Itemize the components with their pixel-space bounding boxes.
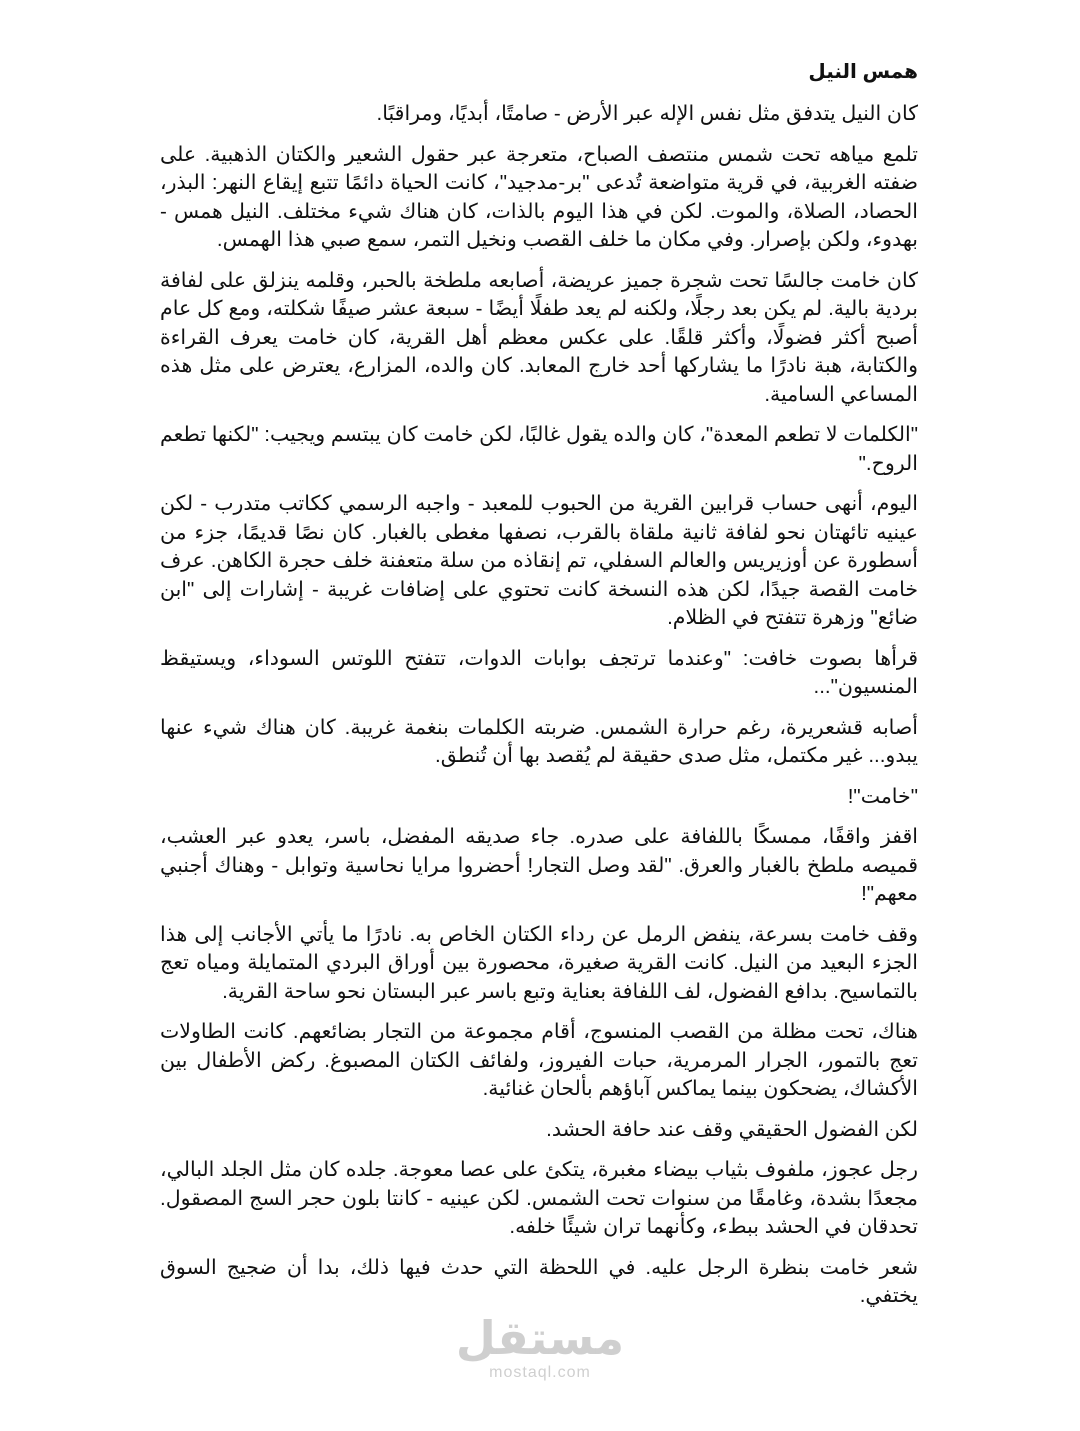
paragraph-7: أصابه قشعريرة، رغم حرارة الشمس. ضربته الكلمات بنغمة غريبة. كان هناك شيء عنها يبدو... غير مكتمل، مثل صدى حقيقة لم يُقصد بها أن تُنطق. xyxy=(160,715,918,767)
paragraph-2: تلمع مياهه تحت شمس منتصف الصباح، متعرجة عبر حقول الشعير والكتان الذهبية. على ضفته الغربية، في قرية متواضعة تُدعى "بر-مدجيد"، كانت الحياة دائمًا تتبع إيقاع النهر: البذر، الحصاد، الصلاة، والموت. لكن في هذا اليوم بالذات، كان هناك شيء مختلف. النيل همس - بهدوء، ولكن بإصرار. وفي مكان ما خلف القصب ونخيل التمر، سمع صبي هذا الهمس. xyxy=(160,142,918,251)
paragraph-14: شعر خامت بنظرة الرجل عليه. في اللحظة التي حدث فيها ذلك، بدا أن ضجيج السوق يختفي. xyxy=(160,1255,918,1307)
paragraph-5: اليوم، أنهى حساب قرابين القرية من الحبوب للمعبد - واجبه الرسمي ككاتب متدرب - لكن عينيه تائهتان نحو لفافة ثانية ملقاة بالقرب، نصفها مغطى بالغبار. كان نصًا قديمًا، جزء من أسطورة عن أوزيريس والعالم السفلي، تم إنقاذه من سلة متعفنة خلف حجرة الكاهن. عرف خامت القصة جيدًا، لكن هذه النسخة كانت تحتوي على إضافات غريبة - إشارات إلى "ابن ضائع" وزهرة تتفتح في الظلام. xyxy=(160,492,918,629)
document-body xyxy=(160,58,918,1323)
paragraph-3: كان خامت جالسًا تحت شجرة جميز عريضة، أصابعه ملطخة بالحبر، وقلمه ينزلق على لفافة بردية بالية. لم يكن بعد رجلًا، ولكنه لم يعد طفلًا أيضًا - سبعة عشر صيفًا شكلته، ومع كل عام أصبح أكثر فضولًا، وأكثر قلقًا. على عكس معظم أهل القرية، كان خامت يعرف القراءة والكتابة، هبة نادرًا ما يشاركها أحد خارج المعابد. كان والده، المزارع، يعترض على مثل هذه المساعي السامية. xyxy=(160,268,918,406)
document-title: همس النيل xyxy=(808,61,918,83)
paragraph-13: رجل عجوز، ملفوف بثياب بيضاء مغبرة، يتكئ على عصا معوجة. جلده كان مثل الجلد البالي، مجعدًا بشدة، وغامقًا من سنوات تحت الشمس. لكن عينيه - كانتا بلون حجر السج المصقول. تحدقان في الحشد ببطء، وكأنهما تران شيئًا خلفه. xyxy=(160,1158,918,1238)
paragraph-8: "خامت"! xyxy=(847,784,918,808)
watermark-logo: مستقل xyxy=(455,1312,625,1364)
paragraph-10: وقف خامت بسرعة، ينفض الرمل عن رداء الكتان الخاص به. نادرًا ما يأتي الأجانب إلى هذا الجزء البعيد من النيل. كانت القرية صغيرة، محصورة بين أوراق البردي المتمايلة ومياه تعج بالتماسيح. بدافع الفضول، لف اللفافة بعناية وتبع باسر عبر البستان نحو ساحة القرية. xyxy=(160,922,918,1003)
paragraph-11: هناك، تحت مظلة من القصب المنسوج، أقام مجموعة من التجار بضائعهم. كانت الطاولات تعج بالتمور، الجرار المرمرية، حبات الفيروز، ولفائف الكتان المصبوغ. ركض الأطفال بين الأكشاك، يضحكون بينما يماكس آباؤهم بألحان غنائية. xyxy=(160,1020,918,1100)
watermark-url: mostaql.com xyxy=(489,1364,591,1381)
paragraph-12: لكن الفضول الحقيقي وقف عند حافة الحشد. xyxy=(546,1117,918,1141)
paragraph-9: اقفز واقفًا، ممسكًا باللفافة على صدره. جاء صديقه المفضل، باسر، يعدو عبر العشب، قميصه ملطخ بالغبار والعرق. "لقد وصل التجار! أحضروا مرايا نحاسية وتوابل - وهناك أجنبي معهم"! xyxy=(160,825,918,905)
paragraph-1: كان النيل يتدفق مثل نفس الإله عبر الأرض - صامتًا، أبديًا، ومراقبًا. xyxy=(376,102,918,125)
watermark xyxy=(440,1312,640,1382)
paragraph-4: "الكلمات لا تطعم المعدة"، كان والده يقول غالبًا، لكن خامت كان يبتسم ويجيب: "لكنها تطعم الروح." xyxy=(160,423,918,475)
paragraph-6: قرأها بصوت خافت: "وعندما ترتجف بوابات الدوات، تتفتح اللوتس السوداء، ويستيقظ المنسيون"... xyxy=(160,646,918,698)
